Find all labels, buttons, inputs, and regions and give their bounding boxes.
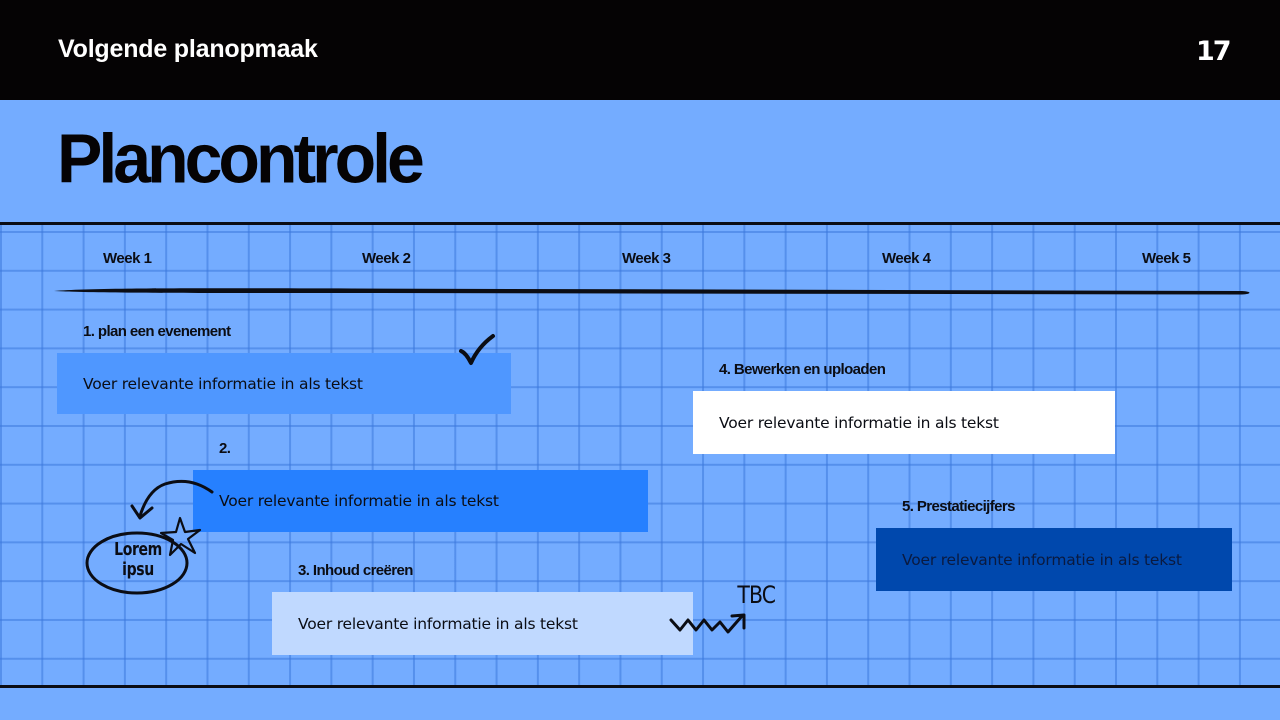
task-3-text: Voer relevante informatie in als tekst <box>298 614 578 633</box>
task-5-text: Voer relevante informatie in als tekst <box>902 550 1182 569</box>
task-4-text: Voer relevante informatie in als tekst <box>719 413 999 432</box>
week-label-2: Week 2 <box>362 250 411 267</box>
task-4-box[interactable] <box>693 391 1115 454</box>
tbc-annotation: TBC <box>737 581 776 609</box>
week-label-4: Week 4 <box>882 250 931 267</box>
week-label-3: Week 3 <box>622 250 671 267</box>
task-1-box[interactable] <box>57 353 511 414</box>
task-2-box[interactable] <box>193 470 648 532</box>
task-4-label: 4. Bewerken en uploaden <box>719 361 886 378</box>
task-1-label: 1. plan een evenement <box>83 323 231 340</box>
task-5-box[interactable] <box>876 528 1232 591</box>
week-label-5: Week 5 <box>1142 250 1191 267</box>
page-number: 17 <box>1196 36 1230 67</box>
task-3-label: 3. Inhoud creëren <box>298 562 413 579</box>
lorem-text-line-2: ipsu <box>122 559 154 580</box>
task-2-text: Voer relevante informatie in als tekst <box>219 492 499 510</box>
header-subtitle: Volgende planopmaak <box>58 35 318 63</box>
task-5-label: 5. Prestatiecijfers <box>902 498 1015 515</box>
checkmark-icon <box>458 333 496 369</box>
squiggle-arrow-icon <box>668 608 750 638</box>
lorem-ipsum-annotation <box>110 540 166 580</box>
task-1-text: Voer relevante informatie in als tekst <box>83 374 363 393</box>
timeline-axis-line <box>52 283 1254 297</box>
task-2-label: 2. <box>219 440 231 457</box>
header-bar <box>0 0 1280 100</box>
page-title: Plancontrole <box>57 120 421 198</box>
task-3-box[interactable] <box>272 592 693 655</box>
week-label-1: Week 1 <box>103 250 152 267</box>
lorem-text-line-1: Lorem <box>114 539 162 560</box>
